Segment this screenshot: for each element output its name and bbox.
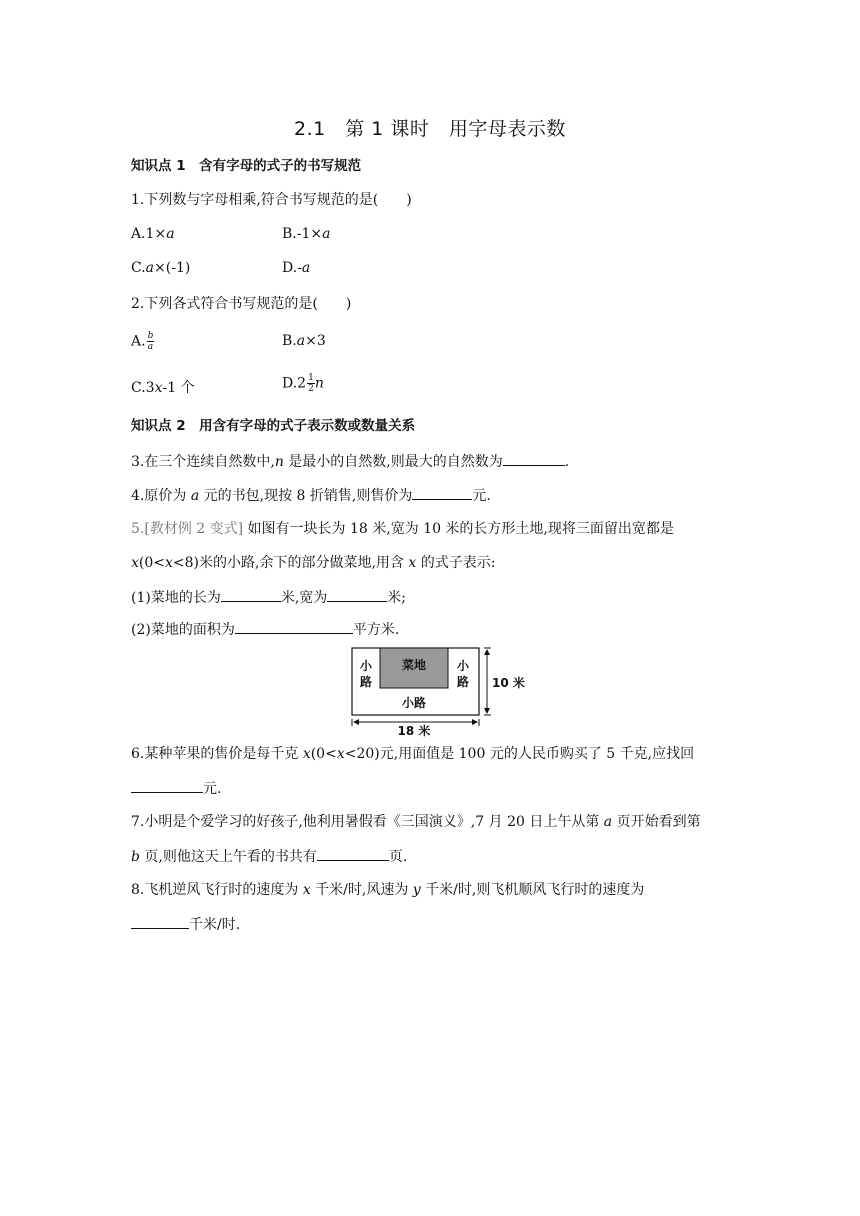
answer-blank[interactable] [503,451,565,466]
question-4: 4.原价为 a 元的书包,现按 8 折销售,则售价为 元. [131,485,491,506]
answer-blank[interactable] [327,587,387,602]
question-6-line-1: 6.某种苹果的售价是每千克 x(0<x<20)元,用面值是 100 元的人民币购买了 5 千克,应找回 [131,746,695,762]
fraction-one-half: $\frac{1}{2}$ [308,373,314,394]
question-7-line-2: b 页,则他这天上午看的书共有 页. [131,846,407,867]
q1-option-d: D.-a [282,260,311,276]
answer-blank[interactable] [412,485,472,500]
question-3: 3.在三个连续自然数中,n 是最小的自然数,则最大的自然数为 . [131,451,569,472]
left-path-label-1: 小 [359,659,373,673]
answer-blank[interactable] [131,914,189,929]
question-7-line-1: 7.小明是个爱学习的好孩子,他利用暑假看《三国演义》,7 月 20 日上午从第 a 页开始看到第 [131,814,701,830]
question-8-line-1: 8.飞机逆风飞行时的速度为 x 千米/时,风速为 y 千米/时,则飞机顺风飞行时的速度为 [131,882,645,898]
bottom-path-label: 小路 [401,696,427,710]
q1-option-b: B.-1×a [282,226,331,242]
question-6-line-2: 元. [131,778,221,799]
q2-option-c: C.3x-1 个 [131,380,195,396]
answer-blank[interactable] [317,846,389,861]
question-5-line-2: x(0<x<8)米的小路,余下的部分做菜地,用含 x 的式子表示: [131,555,496,571]
question-5-part-2: (2)菜地的面积为 平方米. [131,619,399,640]
question-5-part-1: (1)菜地的长为 米,宽为 米; [131,587,406,608]
answer-blank[interactable] [235,619,353,634]
page-title: 2.1 第 1 课时 用字母表示数 [294,118,566,140]
q2-option-a: A. $\frac{b}{a}$ [131,331,154,352]
right-path-label-1: 小 [456,659,470,673]
question-2-stem: 2.下列各式符合书写规范的是( ) [131,296,352,312]
height-dimension-label: 10 米 [492,676,525,690]
width-dimension-label: 18 米 [397,724,431,738]
q2-option-d: D.2 $\frac{1}{2}$ n [282,373,324,394]
q1-option-a: A.1×a [131,226,175,242]
question-1-stem: 1.下列数与字母相乘,符合书写规范的是( ) [131,192,412,208]
question-5-line-1: 5.[教材例 2 变式] 如图有一块长为 18 米,宽为 10 米的长方形土地,现将三面留出宽都是 [131,521,674,537]
q2-option-b: B.a×3 [282,333,326,349]
knowledge-point-2-heading: 知识点 2 用含有字母的式子表示数或数量关系 [131,418,416,434]
answer-blank[interactable] [221,587,281,602]
garden-diagram [350,645,525,738]
fraction-b-over-a: $\frac{b}{a}$ [147,331,154,352]
knowledge-point-1-heading: 知识点 1 含有字母的式子的书写规范 [131,158,362,174]
q1-option-c: C.a×(-1) [131,260,191,276]
question-8-line-2: 千米/时. [131,914,240,935]
answer-blank[interactable] [131,778,203,793]
garden-label: 菜地 [401,658,427,672]
left-path-label-2: 路 [359,675,373,689]
right-path-label-2: 路 [456,675,470,689]
